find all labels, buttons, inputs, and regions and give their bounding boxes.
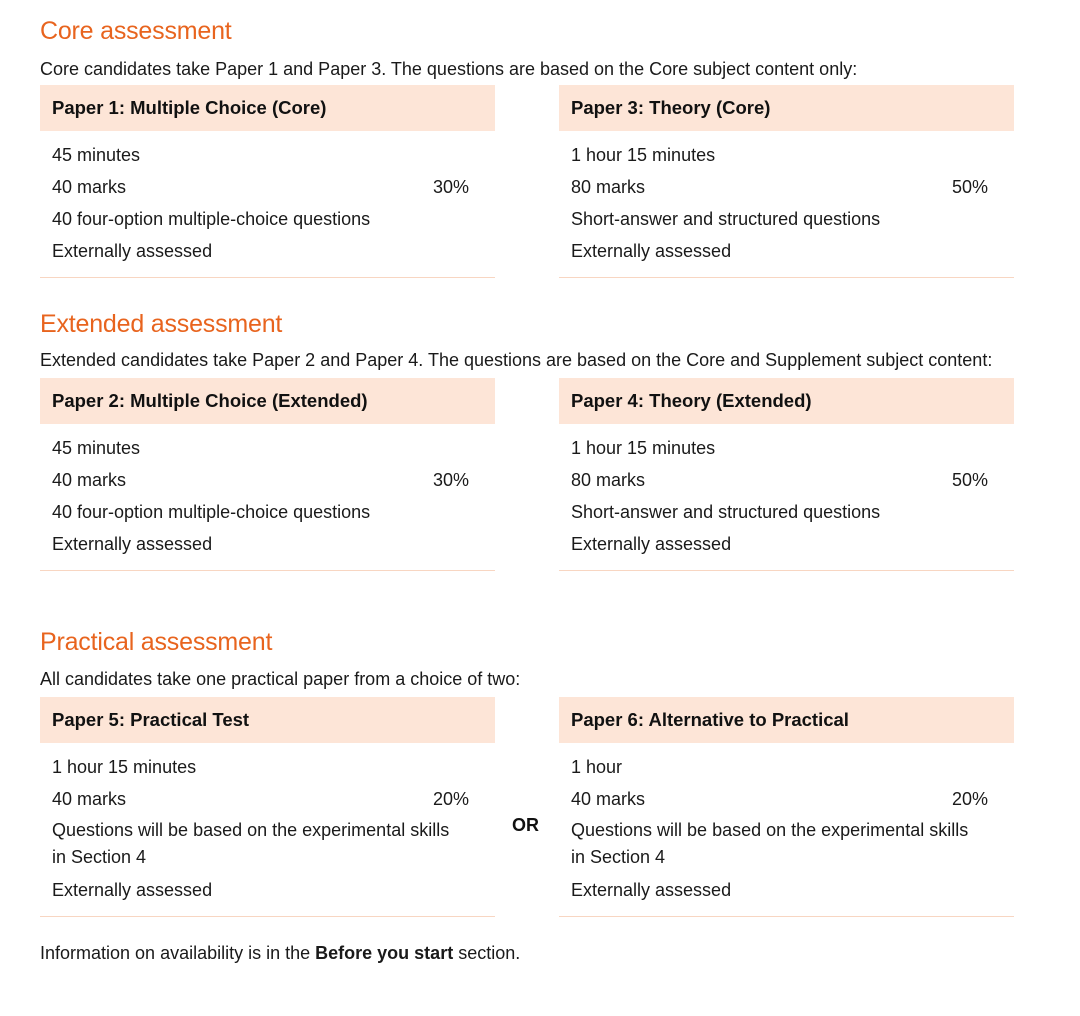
- availability-note: [40, 940, 520, 966]
- paper-title: Paper 3: Theory (Core): [559, 85, 1014, 131]
- paper-duration: 1 hour 15 minutes: [571, 145, 716, 165]
- section-intro: All candidates take one practical paper from a choice of two:: [40, 669, 521, 689]
- section-intro: Core candidates take Paper 1 and Paper 3. The questions are based on the Core subject content only:: [40, 59, 858, 79]
- paper-assessment: Externally assessed: [571, 880, 732, 900]
- paper-description: Short-answer and structured questions: [571, 502, 881, 522]
- paper-details: [40, 424, 495, 570]
- section-heading: Core assessment: [40, 17, 232, 45]
- paper-assessment: Externally assessed: [52, 534, 213, 554]
- paper-2-card: [40, 378, 495, 571]
- section-heading: Extended assessment: [40, 310, 283, 338]
- paper-title: Paper 2: Multiple Choice (Extended): [40, 378, 495, 424]
- paper-marks-row: [52, 171, 483, 203]
- paper-marks: 80 marks: [571, 470, 646, 490]
- paper-assessment: Externally assessed: [52, 880, 213, 900]
- paper-weighting: 30%: [432, 177, 469, 197]
- paper-weighting: 50%: [951, 470, 988, 490]
- paper-title: Paper 6: Alternative to Practical: [559, 697, 1014, 743]
- paper-marks-row: [571, 783, 1002, 815]
- paper-assessment: Externally assessed: [571, 534, 732, 554]
- paper-marks: 40 marks: [52, 177, 127, 197]
- paper-weighting: 20%: [432, 789, 469, 809]
- paper-assessment: Externally assessed: [52, 241, 213, 261]
- paper-title: Paper 1: Multiple Choice (Core): [40, 85, 495, 131]
- paper-marks-row: [52, 464, 483, 496]
- before-you-start-link[interactable]: Before you start: [315, 943, 454, 963]
- paper-details: [559, 743, 1014, 916]
- paper-marks: 40 marks: [52, 470, 127, 490]
- paper-6-card: [559, 697, 1014, 917]
- paper-weighting: 50%: [951, 177, 988, 197]
- section-heading: Practical assessment: [40, 628, 273, 656]
- core-assessment-section: [40, 16, 1015, 261]
- paper-weighting: 30%: [432, 470, 469, 490]
- availability-note-suffix: section.: [453, 943, 521, 963]
- section-intro: Extended candidates take Paper 2 and Paper 4. The questions are based on the Core and Supplement subject content:: [40, 350, 993, 370]
- or-separator: OR: [512, 815, 539, 835]
- paper-marks-row: [571, 171, 1002, 203]
- paper-weighting: 20%: [951, 789, 988, 809]
- paper-details: [40, 131, 495, 277]
- paper-duration: 1 hour 15 minutes: [52, 757, 197, 777]
- paper-marks-row: [52, 783, 483, 815]
- paper-marks: 80 marks: [571, 177, 646, 197]
- paper-marks: 40 marks: [52, 789, 127, 809]
- paper-4-card: [559, 378, 1014, 571]
- paper-duration: 1 hour: [571, 757, 623, 777]
- paper-5-card: [40, 697, 495, 917]
- paper-1-card: [40, 85, 495, 278]
- paper-description: 40 four-option multiple-choice questions: [52, 209, 371, 229]
- paper-description: 40 four-option multiple-choice questions: [52, 502, 371, 522]
- paper-assessment: Externally assessed: [571, 241, 732, 261]
- paper-details: [559, 424, 1014, 570]
- practical-assessment-section: [40, 627, 1015, 900]
- paper-3-card: [559, 85, 1014, 278]
- paper-details: [559, 131, 1014, 277]
- extended-assessment-section: [40, 309, 1015, 554]
- paper-duration: 1 hour 15 minutes: [571, 438, 716, 458]
- availability-note-prefix: Information on availability is in the: [40, 943, 316, 963]
- paper-duration: 45 minutes: [52, 438, 141, 458]
- paper-title: Paper 5: Practical Test: [40, 697, 495, 743]
- paper-marks-row: [571, 464, 1002, 496]
- paper-description: Questions will be based on the experimental skills in Section 4: [571, 820, 969, 867]
- paper-details: [40, 743, 495, 916]
- paper-description: Short-answer and structured questions: [571, 209, 881, 229]
- paper-title: Paper 4: Theory (Extended): [559, 378, 1014, 424]
- paper-duration: 45 minutes: [52, 145, 141, 165]
- paper-description: Questions will be based on the experimental skills in Section 4: [52, 820, 450, 867]
- paper-marks: 40 marks: [571, 789, 646, 809]
